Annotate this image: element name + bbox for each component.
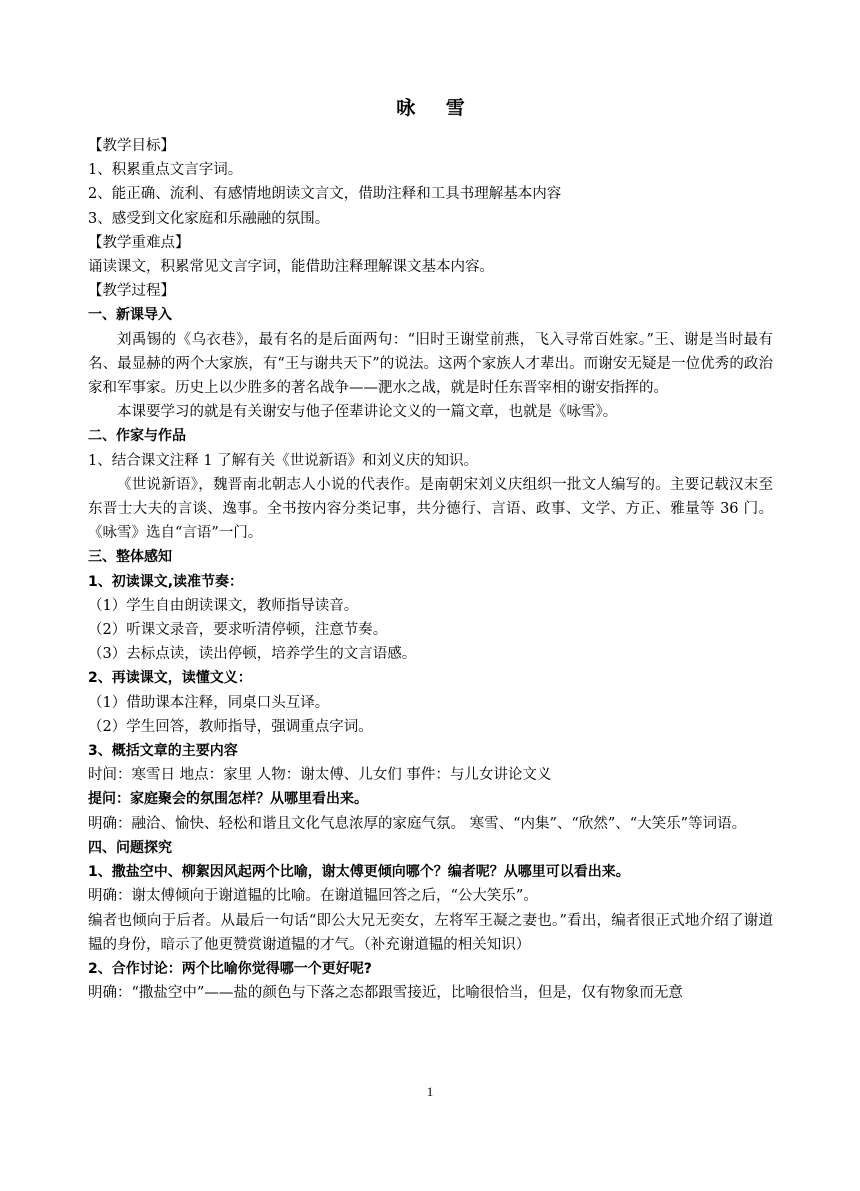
paragraph: 【教学过程】 [88,283,175,300]
section-heading: 2、合作讨论：两个比喻你觉得哪一个更好呢? [88,960,372,977]
section-heading: 二、作家与作品 [88,428,186,445]
document-page [88,96,773,1005]
paragraph: 【教学重难点】 [88,234,190,251]
section-heading: 提问：家庭聚会的氛围怎样？从哪里看出来。 [88,791,368,808]
paragraph: （3）去标点读，读出停顿，培养学生的文言语感。 [88,646,417,663]
paragraph: 诵读课文，积累常见文言字词，能借助注释理解课文基本内容。 [88,259,494,276]
paragraph: 1、积累重点文言字词。 [88,162,243,179]
section-heading: 3、概括文章的主要内容 [88,743,238,760]
paragraph: 明确：“撒盐空中”——盐的颜色与下落之态都跟雪接近，比喻很恰当，但是，仅有物象而无意 [88,985,683,1002]
paragraph: 明确：融洽、愉快、轻松和谐且文化气息浓厚的家庭气氛。 寒雪、“内集”、“欣然”、“大笑乐”等词语。 [88,815,747,832]
paragraph: （1）借助课本注释，同桌口头互译。 [88,694,330,711]
paragraph: （2）听课文录音，要求听清停顿，注意节奏。 [88,622,388,639]
paragraph: 1、结合课文注释 1 了解有关《世说新语》和刘义庆的知识。 [88,452,479,469]
document-body [88,134,773,1005]
paragraph: 《世说新语》，魏晋南北朝志人小说的代表作。是南朝宋刘义庆组织一批文人编写的。主要记载汉末至东晋士大夫的言谈、逸事。全书按内容分类记事，共分德行、言语、政事、文学、方正、雅量等 36 门。《咏雪》选自“言语”一门。 [88,476,773,542]
section-heading: 1、撒盐空中、柳絮因风起两个比喻，谢太傅更倾向哪个？编者呢？从哪里可以看出来。 [88,864,630,881]
paragraph: 3、感受到文化家庭和乐融融的氛围。 [88,210,330,227]
section-heading: 三、整体感知 [88,549,172,566]
paragraph: 刘禹锡的《乌衣巷》，最有名的是后面两句：“旧时王谢堂前燕，飞入寻常百姓家。”王、谢是当时最有名、最显赫的两个大家族，有“王与谢共天下”的说法。这两个家族人才辈出。而谢安无疑是一位优秀的政治家和军事家。历史上以少胜多的著名战争——淝水之战，就是时任东晋宰相的谢安指挥的。 [88,331,773,397]
section-heading: 一、新课导入 [88,307,172,324]
paragraph: 时间：寒雪日 地点：家里 人物：谢太傅、儿女们 事件：与儿女讲论文义 [88,767,552,784]
document-title: 咏 雪 [396,97,477,119]
section-heading: 四、问题探究 [88,839,172,856]
section-heading: 1、初读课文,读准节奏： [88,573,244,590]
paragraph: （2）学生回答，教师指导，强调重点字词。 [88,718,373,735]
paragraph: 本课要学习的就是有关谢安与他子侄辈讲论文义的一篇文章，也就是《咏雪》。 [117,404,618,421]
paragraph: 明确：谢太傅倾向于谢道韫的比喻。在谢道韫回答之后，“公大笑乐”。 [88,888,538,905]
paragraph: 2、能正确、流利、有感情地朗读文言文，借助注释和工具书理解基本内容 [88,186,562,203]
paragraph: 【教学目标】 [88,138,175,154]
page-number: 1 [426,1084,434,1099]
paragraph: （1）学生自由朗读课文，教师指导读音。 [88,597,359,614]
section-heading: 2、再读课文，读懂文义： [88,670,252,687]
paragraph: 编者也倾向于后者。从最后一句话“即公大兄无奕女，左将军王凝之妻也。”看出，编者很正式地介绍了谢道韫的身份，暗示了他更赞赏谢道韫的才气。（补充谢道韫的相关知识） [88,912,773,953]
